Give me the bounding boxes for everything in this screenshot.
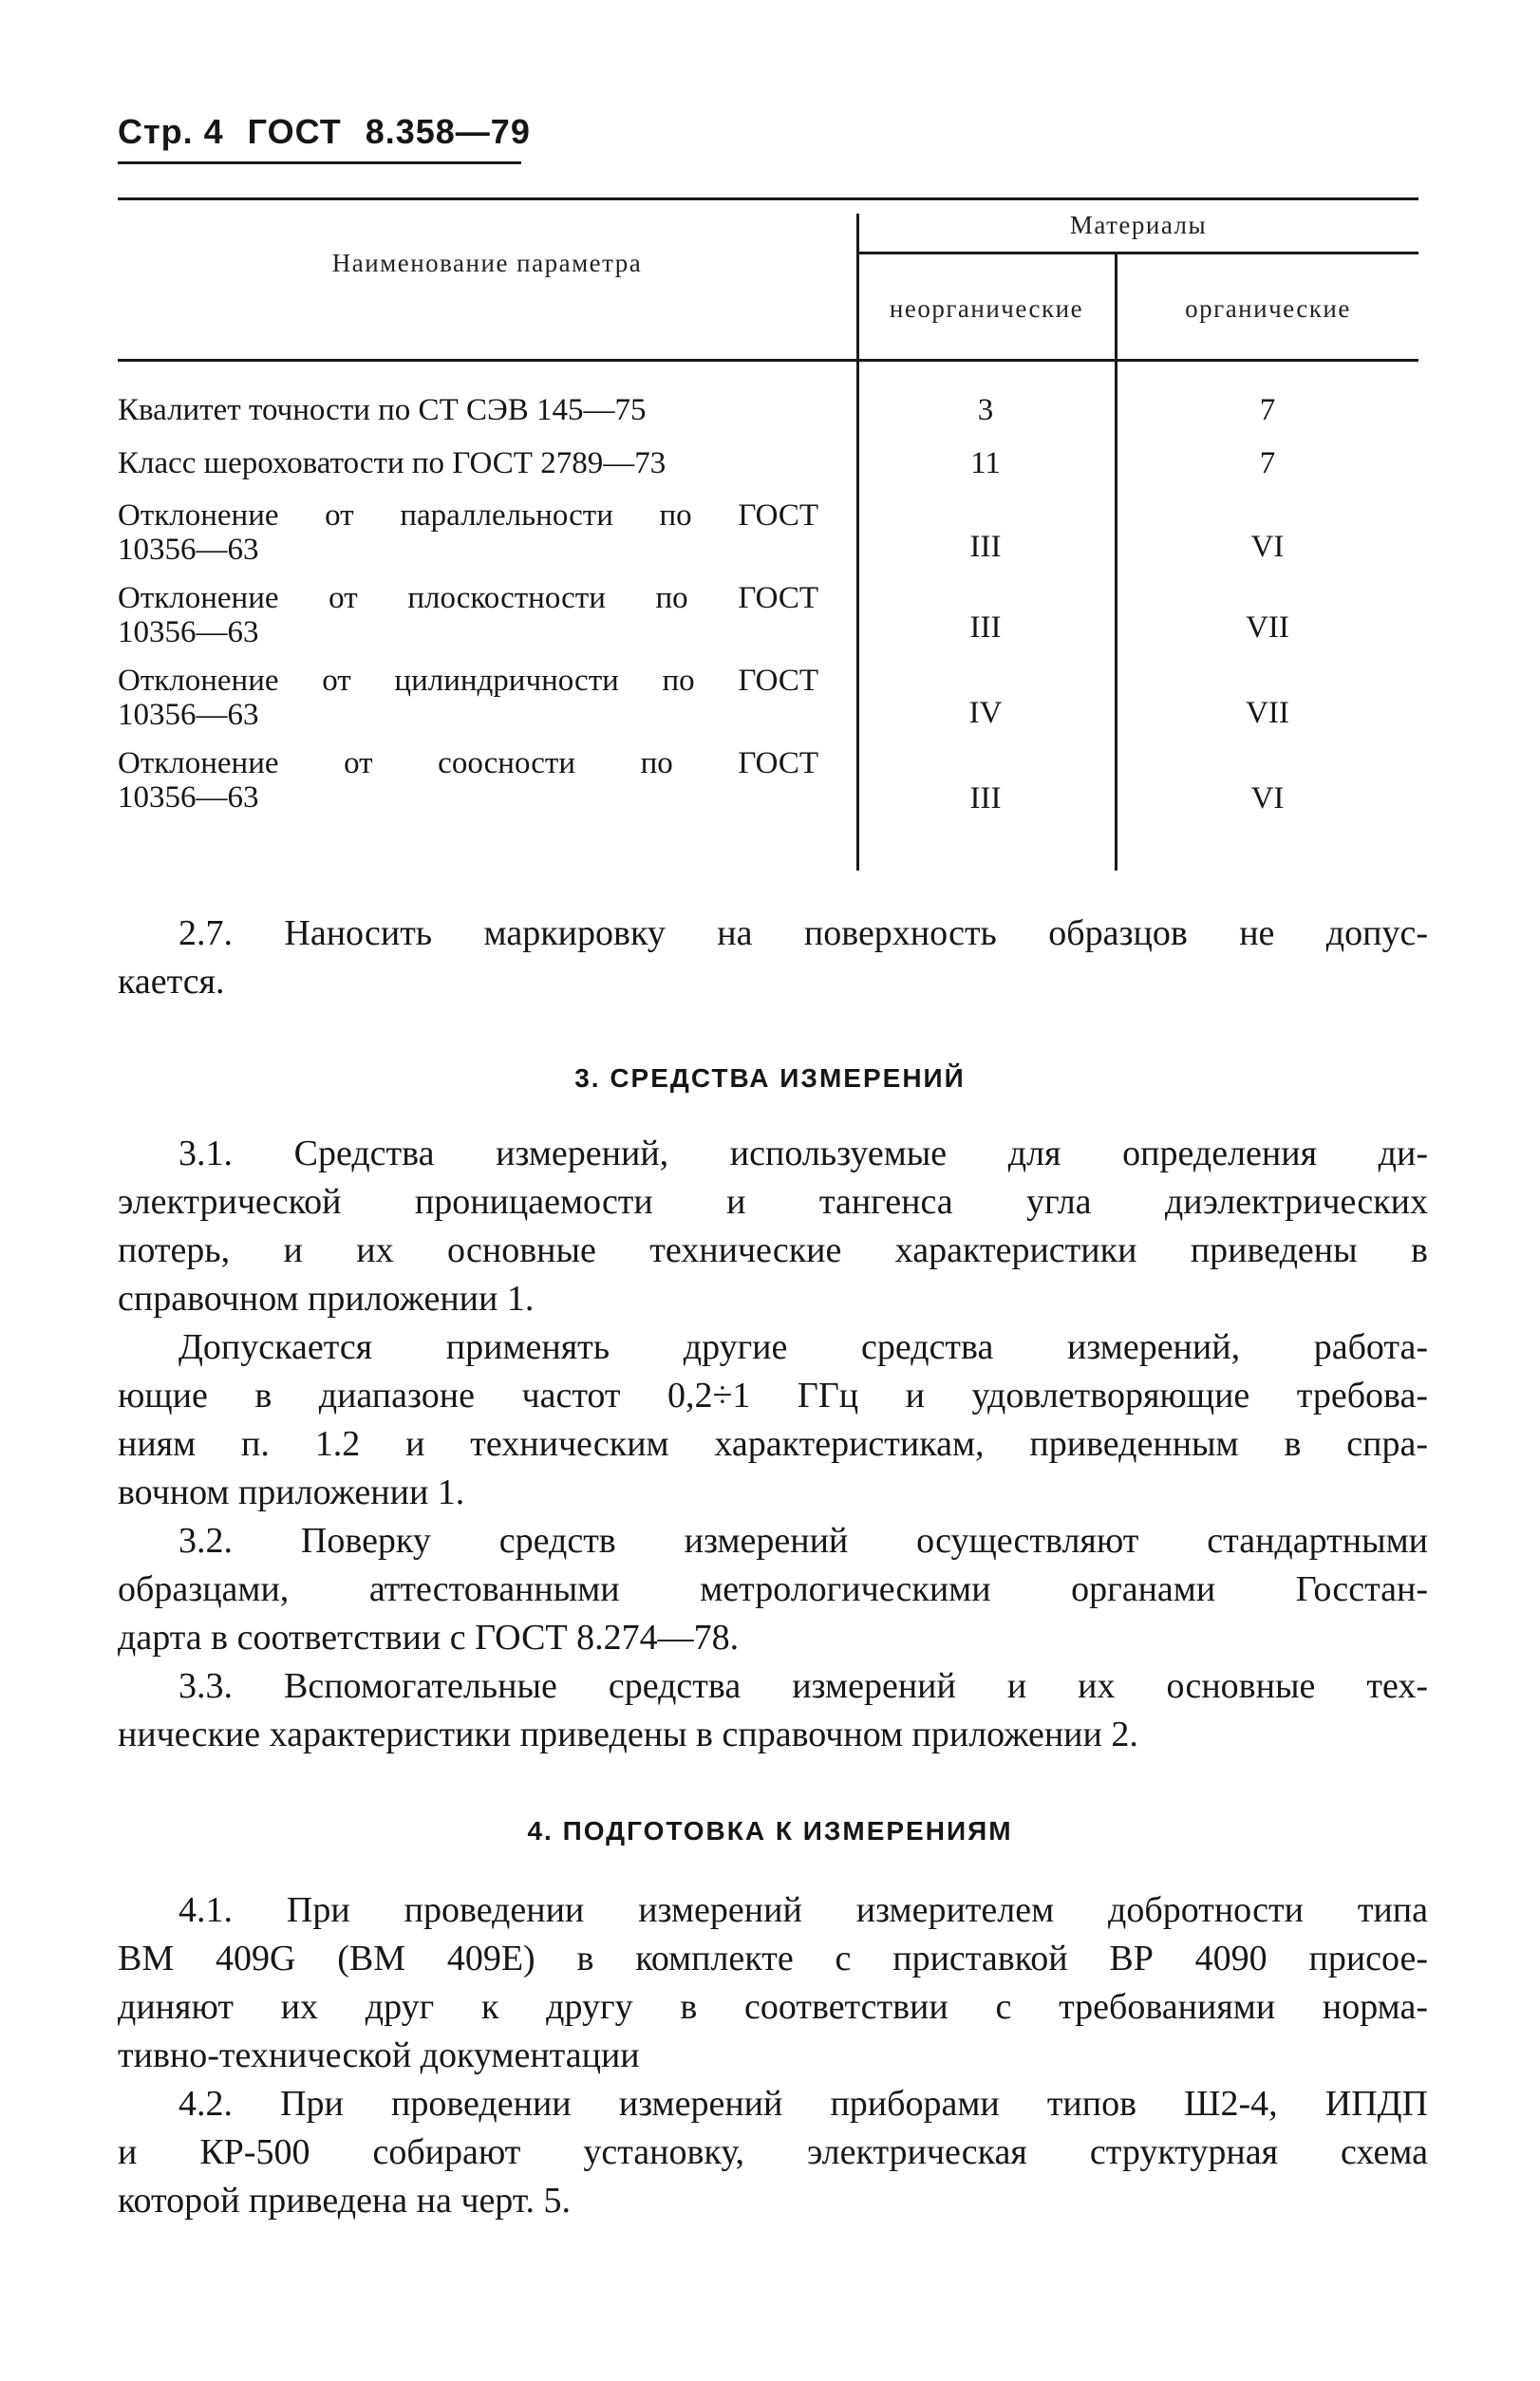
table-row xyxy=(118,446,788,481)
paragraph-4-2 xyxy=(118,2080,1428,2225)
paragraph-2-7 xyxy=(118,909,1428,1006)
text-line: дарта в соответствии с ГОСТ 8.274—78. xyxy=(118,1618,740,1658)
row-inorganic-value: IV xyxy=(968,696,1003,730)
paragraph-4-1 xyxy=(118,1886,1428,2080)
text-line: 2.7. Наносить маркировку на поверхность образцов не допус- xyxy=(178,913,1428,953)
paragraph-3-3 xyxy=(118,1662,1428,1759)
text-line: образцами, аттестованными метрологическими органами Госстан- xyxy=(118,1569,1428,1609)
row-organic-value: 7 xyxy=(1259,393,1276,427)
text-line: и КР-500 собирают установку, электрическая структурная схема xyxy=(118,2132,1428,2172)
text-line: которой приведена на черт. 5. xyxy=(118,2181,572,2221)
row-name-cont: 10356—63 xyxy=(118,533,259,567)
standard-number: 8.358—79 xyxy=(365,112,531,151)
text-line: потерь, и их основные технические характеристики приведены в xyxy=(118,1230,1428,1270)
row-inorganic-value: III xyxy=(969,530,1002,564)
header-rule xyxy=(118,161,521,164)
text-line: 3.2. Поверку средств измерений осуществляют стандартными xyxy=(178,1521,1428,1561)
materials-header: Материалы xyxy=(1069,211,1208,239)
row-name-cont: 10356—63 xyxy=(118,615,259,649)
text-line: электрической проницаемости и тангенса угла диэлектрических xyxy=(118,1182,1428,1222)
text-line: Допускается применять другие средства измерений, работа- xyxy=(178,1327,1428,1367)
row-inorganic-value: 11 xyxy=(970,446,1001,480)
page-number: Стр. 4 xyxy=(118,112,224,151)
row-name: Отклонение от цилиндричности по ГОСТ xyxy=(118,664,818,698)
row-name: Отклонение от параллельности по ГОСТ xyxy=(118,498,818,533)
paragraph-3-2 xyxy=(118,1517,1428,1662)
text-line: 3.1. Средства измерений, используемые для определения ди- xyxy=(178,1134,1428,1173)
text-line: ВМ 409G (ВМ 409Е) в комплекте с приставкой ВР 4090 присое- xyxy=(118,1939,1428,1978)
text-line: справочном приложении 1. xyxy=(118,1279,535,1319)
table-row xyxy=(118,664,818,732)
table-row xyxy=(118,746,818,815)
text-line: 3.3. Вспомогательные средства измерений и их основные тех- xyxy=(178,1666,1428,1706)
row-name: Отклонение от плоскостности по ГОСТ xyxy=(118,581,818,615)
table-row xyxy=(118,581,818,649)
inorganic-header: неорганические xyxy=(889,294,1084,323)
text-line: диняют их друг к другу в соответствии с требованиями норма- xyxy=(118,1987,1428,2027)
standard-label: ГОСТ xyxy=(247,112,342,151)
table-divider-2 xyxy=(1115,254,1117,871)
row-organic-value: VI xyxy=(1250,530,1285,564)
table-top-rule xyxy=(118,197,1418,200)
text-line: тивно-технической документации xyxy=(118,2035,640,2075)
text-line: 4.2. При проведении измерений приборами типов Ш2-4, ИПДП xyxy=(178,2084,1428,2124)
row-name-cont: 10356—63 xyxy=(118,698,259,732)
text-line: 4.1. При проведении измерений измерителем добротности типа xyxy=(178,1890,1428,1930)
row-organic-value: 7 xyxy=(1259,446,1276,480)
paragraph-3-1-b xyxy=(118,1323,1428,1517)
param-header: Наименование параметра xyxy=(331,249,643,277)
materials-rule xyxy=(858,252,1418,254)
row-name-cont: 10356—63 xyxy=(118,780,259,815)
row-organic-value: VI xyxy=(1250,781,1285,816)
row-name: Отклонение от соосности по ГОСТ xyxy=(118,746,818,780)
text-line: ющие в диапазоне частот 0,2÷1 ГГц и удовлетворяющие требова- xyxy=(118,1376,1428,1415)
organic-header: органические xyxy=(1185,294,1351,323)
text-line: вочном приложении 1. xyxy=(118,1472,465,1512)
table-row xyxy=(118,498,818,567)
row-organic-value: VII xyxy=(1246,696,1289,730)
section-heading: 3. СРЕДСТВА ИЗМЕРЕНИЙ xyxy=(574,1063,966,1093)
row-organic-value: VII xyxy=(1246,610,1289,645)
page-header xyxy=(118,112,544,152)
row-name: Класс шероховатости по ГОСТ 2789—73 xyxy=(118,446,667,480)
table-row xyxy=(118,393,788,428)
section-heading: 4. ПОДГОТОВКА К ИЗМЕРЕНИЯМ xyxy=(527,1816,1013,1846)
paragraph-3-1 xyxy=(118,1130,1428,1323)
text-line: кается. xyxy=(118,962,225,1002)
row-inorganic-value: III xyxy=(969,781,1002,816)
text-line: нические характеристики приведены в справочном приложении 2. xyxy=(118,1715,1138,1754)
row-name: Квалитет точности по СТ СЭВ 145—75 xyxy=(118,393,647,427)
table-header-rule xyxy=(118,359,1418,362)
row-inorganic-value: 3 xyxy=(977,393,994,427)
row-inorganic-value: III xyxy=(969,610,1002,645)
text-line: ниям п. 1.2 и техническим характеристикам, приведенным в спра- xyxy=(118,1424,1428,1464)
